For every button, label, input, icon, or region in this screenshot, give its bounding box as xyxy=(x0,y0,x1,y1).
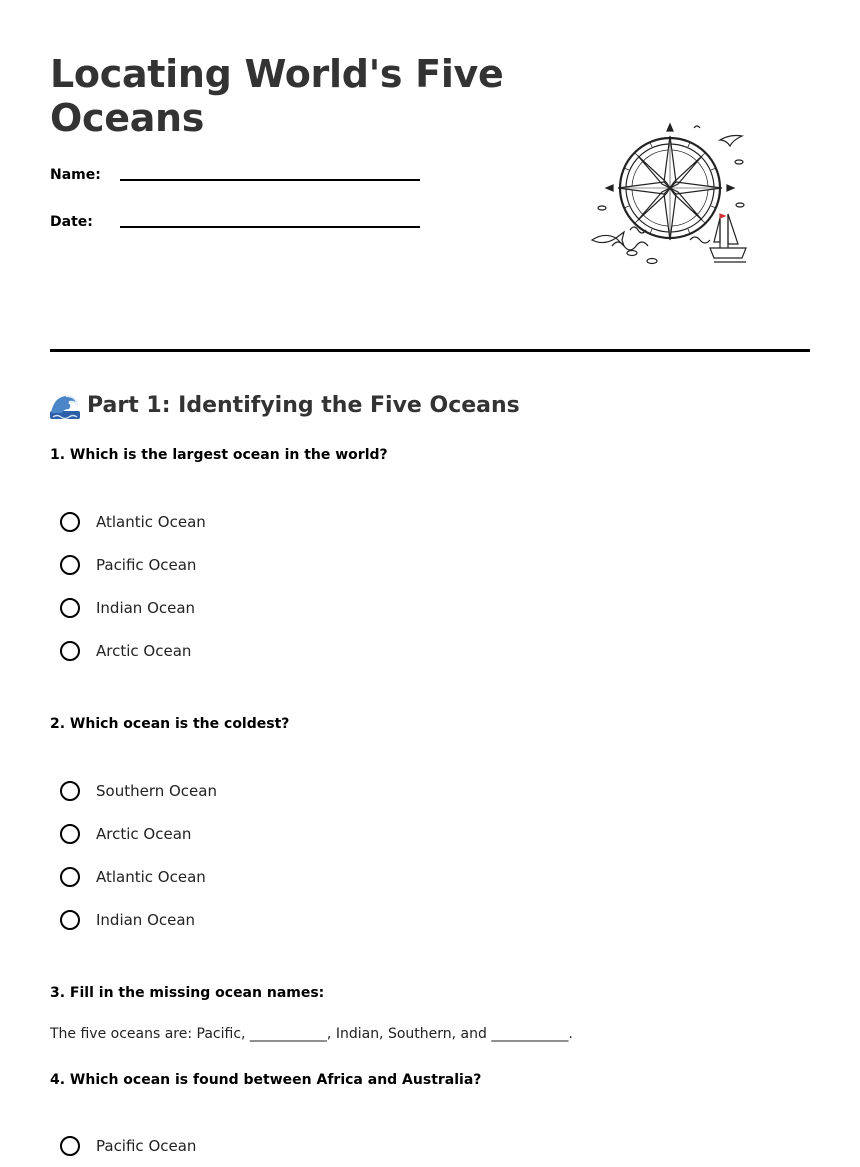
section-divider xyxy=(50,349,810,352)
question-2-options xyxy=(60,769,217,941)
radio-button[interactable] xyxy=(60,824,80,844)
option-label: Pacific Ocean xyxy=(96,1136,197,1155)
radio-button[interactable] xyxy=(60,867,80,887)
option-label: Indian Ocean xyxy=(96,910,196,929)
option-atlantic-ocean[interactable] xyxy=(60,855,217,898)
option-arctic-ocean[interactable] xyxy=(60,629,206,672)
name-label: Name: xyxy=(50,167,101,183)
option-indian-ocean[interactable] xyxy=(60,898,217,941)
date-label: Date: xyxy=(50,214,93,230)
name-line[interactable] xyxy=(120,179,420,181)
option-arctic-ocean[interactable] xyxy=(60,812,217,855)
question-1-options xyxy=(60,500,206,672)
date-line[interactable] xyxy=(120,226,420,228)
option-label: Indian Ocean xyxy=(96,598,196,617)
radio-button[interactable] xyxy=(60,641,80,661)
option-pacific-ocean[interactable] xyxy=(60,543,206,586)
radio-button[interactable] xyxy=(60,1136,80,1156)
part1-title: Part 1: Identifying the Five Oceans xyxy=(87,392,520,418)
radio-button[interactable] xyxy=(60,910,80,930)
option-indian-ocean[interactable] xyxy=(60,586,206,629)
option-atlantic-ocean[interactable] xyxy=(60,500,206,543)
option-label: Arctic Ocean xyxy=(96,641,192,660)
radio-button[interactable] xyxy=(60,512,80,532)
option-label: Atlantic Ocean xyxy=(96,867,206,886)
option-label: Arctic Ocean xyxy=(96,824,192,843)
radio-button[interactable] xyxy=(60,781,80,801)
option-label: Pacific Ocean xyxy=(96,555,197,574)
option-southern-ocean[interactable] xyxy=(60,769,217,812)
question-2: 2. Which ocean is the coldest? xyxy=(50,716,290,732)
question-3: 3. Fill in the missing ocean names: xyxy=(50,985,325,1001)
name-field[interactable] xyxy=(50,165,470,189)
ocean-wave-icon xyxy=(50,391,80,419)
radio-button[interactable] xyxy=(60,555,80,575)
part1-heading xyxy=(50,388,520,422)
option-label: Atlantic Ocean xyxy=(96,512,206,531)
compass-icon xyxy=(590,118,750,268)
fill-in-sentence[interactable]: The five oceans are: Pacific, ___________, Indian, Southern, and ___________. xyxy=(50,1026,573,1042)
date-field[interactable] xyxy=(50,212,470,236)
radio-button[interactable] xyxy=(60,598,80,618)
worksheet-title: Locating World's Five Oceans xyxy=(50,52,504,140)
question-4: 4. Which ocean is found between Africa and Australia? xyxy=(50,1072,482,1088)
question-1: 1. Which is the largest ocean in the world? xyxy=(50,447,388,463)
option-label: Southern Ocean xyxy=(96,781,217,800)
